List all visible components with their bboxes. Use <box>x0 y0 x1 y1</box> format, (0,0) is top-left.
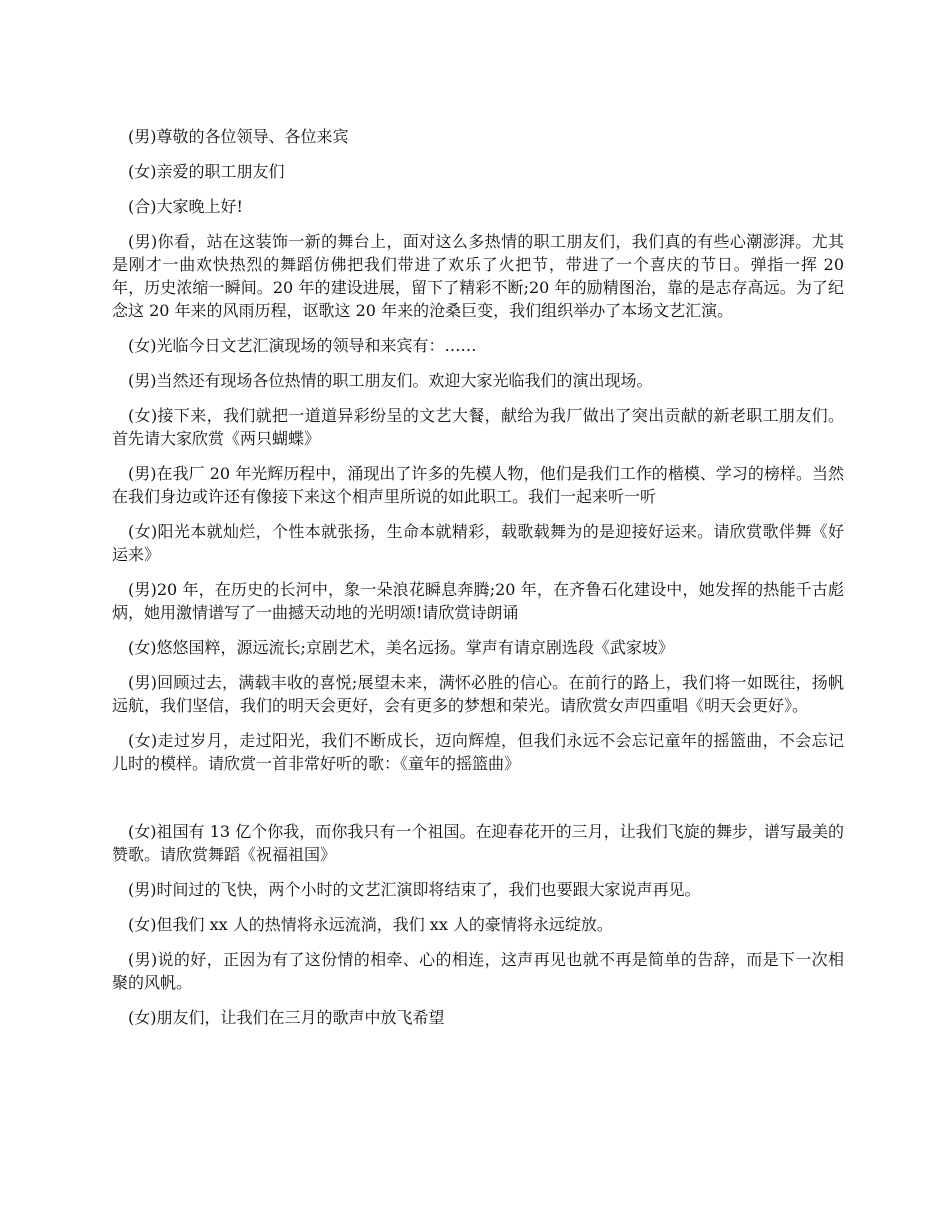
paragraph: (男)20 年，在历史的长河中，象一朵浪花瞬息奔腾;20 年，在齐鲁石化建设中，她发挥的热能千古彪炳，她用激情谱写了一曲撼天动地的光明颂!请欣赏诗朗诵 <box>112 580 844 622</box>
paragraph: (女)光临今日文艺汇演现场的领导和来宾有：…… <box>128 336 477 355</box>
paragraph: (女)祖国有 13 亿个你我，而你我只有一个祖国。在迎春花开的三月，让我们飞旋的舞步，谱写最美的赞歌。请欣赏舞蹈《祝福祖国》 <box>112 822 844 864</box>
paragraph: (男)在我厂 20 年光辉历程中，涌现出了许多的先模人物，他们是我们工作的楷模、学习的榜样。当然在我们身边或许还有像接下来这个相声里所说的如此职工。我们一起来听一听 <box>112 464 844 506</box>
paragraph: (合)大家晚上好! <box>128 197 243 216</box>
paragraph: (女)但我们 xx 人的热情将永远流淌，我们 xx 人的豪情将永远绽放。 <box>128 915 613 934</box>
paragraph: (男)你看，站在这装饰一新的舞台上，面对这么多热情的职工朋友们，我们真的有些心潮澎湃。尤其是刚才一曲欢快热烈的舞蹈仿佛把我们带进了欢乐了火把节，带进了一个喜庆的节日。弹指一挥 20 年，历史浓缩一瞬间。20 年的建设进展，留下了精彩不断;20 年的励精图治，靠的是志存高远。为了纪念这 20 年来的风雨历程，讴歌这 20 年来的沧桑巨变，我们组织举办了本场文艺汇演。 <box>112 232 844 320</box>
paragraph: (男)尊敬的各位领导、各位来宾 <box>128 127 349 146</box>
paragraph: (女)悠悠国粹，源远流长;京剧艺术，美名远扬。掌声有请京剧选段《武家坡》 <box>128 638 674 657</box>
paragraph: (女)朋友们，让我们在三月的歌声中放飞希望 <box>128 1008 445 1027</box>
section-gap <box>112 787 844 820</box>
paragraph: (男)时间过的飞快，两个小时的文艺汇演即将结束了，我们也要跟大家说声再见。 <box>128 880 701 899</box>
paragraph: (男)回顾过去，满载丰收的喜悦;展望未来，满怀必胜的信心。在前行的路上，我们将一如既往，扬帆远航，我们坚信，我们的明天会更好，会有更多的梦想和荣光。请欣赏女声四重唱《明天会更好》。 <box>112 673 844 715</box>
document-body <box>112 125 844 1041</box>
paragraph: (女)接下来，我们就把一道道异彩纷呈的文艺大餐，献给为我厂做出了突出贡献的新老职工朋友们。首先请大家欣赏《两只蝴蝶》 <box>112 406 844 448</box>
paragraph: (女)走过岁月，走过阳光，我们不断成长，迈向辉煌，但我们永远不会忘记童年的摇篮曲，不会忘记儿时的模样。请欣赏一首非常好听的歌：《童年的摇篮曲》 <box>112 731 844 773</box>
paragraph: (男)当然还有现场各位热情的职工朋友们。欢迎大家光临我们的演出现场。 <box>128 371 653 390</box>
paragraph: (女)阳光本就灿烂，个性本就张扬，生命本就精彩，载歌载舞为的是迎接好运来。请欣赏歌伴舞《好运来》 <box>112 522 844 564</box>
paragraph: (男)说的好，正因为有了这份情的相牵、心的相连，这声再见也就不再是简单的告辞，而是下一次相聚的风帆。 <box>112 950 844 992</box>
paragraph: (女)亲爱的职工朋友们 <box>128 162 285 181</box>
